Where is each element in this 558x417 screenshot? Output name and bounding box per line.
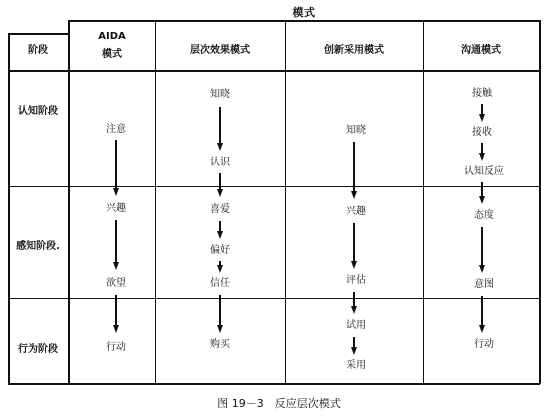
figure-top-title: 模式 [292, 6, 316, 19]
hierarchy-step-1: 知晓 [210, 89, 230, 100]
column-header-aida-line1: AIDA [98, 31, 126, 42]
communication-step-2: 接收 [472, 127, 492, 138]
table-border-bottom [8, 383, 540, 385]
table-border-header-bottom [8, 70, 540, 72]
communication-step-3: 认知反应 [464, 166, 504, 177]
table-border-header-top [8, 33, 68, 35]
hierarchy-step-5: 信任 [210, 278, 230, 289]
hierarchy-step-4: 偏好 [210, 245, 230, 256]
table-border-stage-2-bottom [8, 298, 540, 299]
column-header-innovation [324, 42, 384, 60]
stage-label-affective: 感知阶段. [16, 241, 60, 252]
stage-header [28, 42, 48, 60]
table-border-left [8, 33, 10, 384]
hierarchy-step-2: 认识 [210, 157, 230, 168]
table-border-top [68, 20, 540, 22]
aida-step-2: 兴趣 [106, 203, 126, 214]
table-divider-aida [155, 20, 156, 384]
column-header-hierarchy-label: 层次效果模式 [190, 45, 250, 56]
innovation-step-2: 兴趣 [346, 206, 366, 217]
stage-label-behavior: 行为阶段 [18, 344, 58, 355]
stage-label-cognitive: 认知阶段 [18, 106, 58, 117]
column-header-aida-line2: 模式 [102, 49, 122, 60]
communication-step-5: 意图 [474, 279, 494, 290]
column-header-hierarchy [190, 42, 250, 60]
column-header-innovation-label: 创新采用模式 [324, 45, 384, 56]
column-header-aida [98, 28, 126, 64]
stage-header-label: 阶段 [28, 45, 48, 56]
column-header-communication-label: 沟通模式 [461, 45, 501, 56]
column-header-communication [461, 42, 501, 60]
table-divider-innovation [423, 20, 424, 384]
table-border-stage-1-bottom [8, 186, 540, 187]
innovation-step-4: 试用 [346, 320, 366, 331]
innovation-step-5: 采用 [346, 360, 366, 371]
hierarchy-step-6: 购买 [210, 339, 230, 350]
aida-step-1: 注意 [106, 124, 126, 135]
aida-step-4: 行动 [106, 342, 126, 353]
communication-step-4: 态度 [474, 210, 494, 221]
communication-step-6: 行动 [474, 339, 494, 350]
table-divider-stage [68, 20, 70, 384]
table-border-right [539, 20, 541, 384]
figure-caption: 图 19－3 反应层次模式 [217, 397, 341, 410]
hierarchy-step-3: 喜爱 [210, 204, 230, 215]
aida-step-3: 欲望 [106, 278, 126, 289]
innovation-step-1: 知晓 [346, 125, 366, 136]
table-divider-hierarchy [285, 20, 286, 384]
communication-step-1: 接触 [472, 88, 492, 99]
innovation-step-3: 评估 [346, 275, 366, 286]
